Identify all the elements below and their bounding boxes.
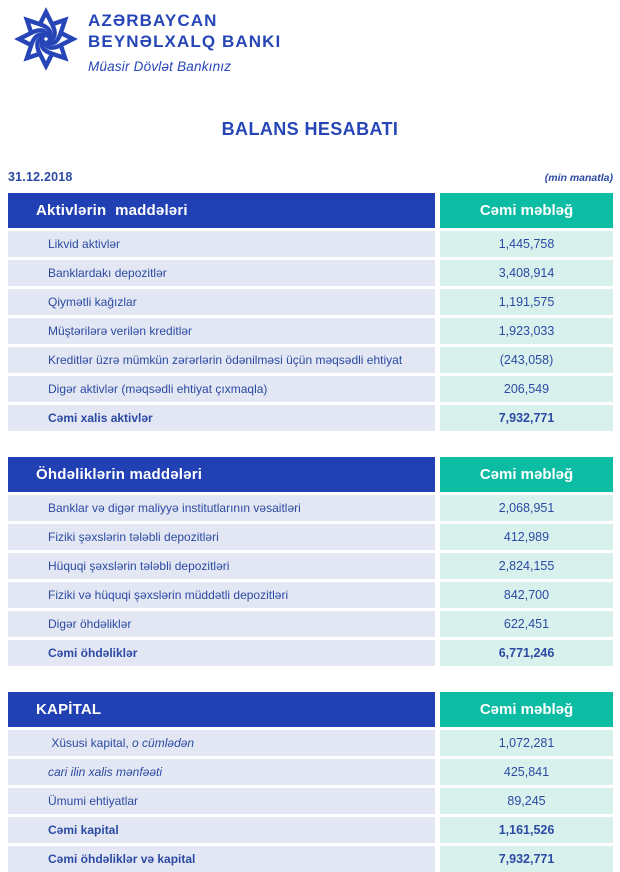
row-value-cell: 89,245 — [440, 788, 613, 814]
table-row — [8, 846, 613, 872]
row-label: Cəmi öhdəliklər və kapital — [48, 852, 196, 866]
row-label: Likvid aktivlər — [48, 237, 121, 251]
bank-tagline: Müasir Dövlət Bankınız — [88, 59, 232, 74]
tables-container — [8, 193, 613, 872]
table-row — [8, 730, 613, 756]
table-section — [8, 457, 613, 666]
table-row — [8, 347, 613, 373]
table-row — [8, 582, 613, 608]
brand-text — [88, 6, 281, 74]
page-title: BALANS HESABATI — [221, 119, 399, 139]
table-row — [8, 640, 613, 666]
table-header-row — [8, 193, 613, 228]
bank-knot-star-icon — [14, 6, 78, 70]
row-value-cell: 412,989 — [440, 524, 613, 550]
report-date: 31.12.2018 — [8, 170, 73, 184]
row-label: Digər aktivlər (məqsədli ehtiyat çıxmaqla) — [48, 382, 268, 396]
row-value-cell: 7,932,771 — [440, 405, 613, 431]
table-row — [8, 759, 613, 785]
row-label-cell — [8, 289, 435, 315]
row-label-cell — [8, 759, 435, 785]
bank-name-line2: BEYNƏLXALQ BANKI — [88, 32, 282, 51]
row-label: Hüquqi şəxslərin tələbli depozitləri — [48, 559, 230, 573]
table-row — [8, 289, 613, 315]
row-value-cell: 6,771,246 — [440, 640, 613, 666]
row-label-cell — [8, 318, 435, 344]
row-label: Qiymətli kağızlar — [48, 295, 137, 309]
row-value-cell: 2,068,951 — [440, 495, 613, 521]
row-label-cell — [8, 405, 435, 431]
row-label-cell — [8, 260, 435, 286]
currency-unit-note: (min manatla) — [544, 172, 613, 184]
row-label: Fiziki və hüquqi şəxslərin müddətli depozitləri — [48, 588, 289, 602]
row-value-cell: 622,451 — [440, 611, 613, 637]
table-title-cell: KAPİTAL — [8, 692, 435, 727]
row-label-cell — [8, 553, 435, 579]
table-row — [8, 318, 613, 344]
row-value-cell: 1,161,526 — [440, 817, 613, 843]
row-label-cell — [8, 582, 435, 608]
table-section — [8, 193, 613, 431]
row-label: Banklar və digər maliyyə institutlarının vəsaitləri — [48, 501, 301, 515]
table-title-cell: Aktivlərin maddələri — [8, 193, 435, 228]
table-row — [8, 788, 613, 814]
amount-column-header-cell: Cəmi məbləğ — [440, 457, 613, 492]
row-label-cell — [8, 846, 435, 872]
table-row — [8, 524, 613, 550]
row-value-cell: 1,072,281 — [440, 730, 613, 756]
brand-header — [14, 6, 281, 74]
row-label-cell — [8, 817, 435, 843]
row-label: Digər öhdəliklər — [48, 617, 132, 631]
row-label: Ümumi ehtiyatlar — [48, 794, 139, 808]
row-label: Banklardakı depozitlər — [48, 266, 167, 280]
row-value-cell: 842,700 — [440, 582, 613, 608]
row-label-cell — [8, 524, 435, 550]
row-value-cell: 1,445,758 — [440, 231, 613, 257]
row-value-cell: 2,824,155 — [440, 553, 613, 579]
row-label: Müştərilərə verilən kreditlər — [48, 324, 193, 338]
table-row — [8, 611, 613, 637]
row-value-cell: 425,841 — [440, 759, 613, 785]
meta-line — [8, 170, 613, 184]
row-value-cell: 7,932,771 — [440, 846, 613, 872]
row-value-cell: 3,408,914 — [440, 260, 613, 286]
table-row — [8, 376, 613, 402]
table-row — [8, 495, 613, 521]
row-label: Cəmi kapital — [48, 823, 119, 837]
row-label-cell — [8, 611, 435, 637]
row-value-cell: (243,058) — [440, 347, 613, 373]
row-label-cell — [8, 231, 435, 257]
table-row — [8, 231, 613, 257]
row-label-italic-part: o cümlədən — [128, 736, 195, 750]
row-label: Kreditlər üzrə mümkün zərərlərin ödənilməsi üçün məqsədli ehtiyat — [48, 353, 403, 367]
bank-name-line1: AZƏRBAYCAN — [88, 11, 218, 30]
row-label-cell — [8, 495, 435, 521]
row-label-cell — [8, 730, 435, 756]
row-label-cell — [8, 376, 435, 402]
row-value-cell: 1,191,575 — [440, 289, 613, 315]
table-row — [8, 553, 613, 579]
table-row — [8, 405, 613, 431]
row-label: cari ilin xalis mənfəəti — [48, 765, 163, 779]
row-value-cell: 206,549 — [440, 376, 613, 402]
row-label-cell — [8, 640, 435, 666]
table-section — [8, 692, 613, 872]
table-row — [8, 260, 613, 286]
row-label: Cəmi öhdəliklər — [48, 646, 138, 660]
row-value-cell: 1,923,033 — [440, 318, 613, 344]
row-label: Cəmi xalis aktivlər — [48, 411, 153, 425]
table-row — [8, 817, 613, 843]
table-header-row — [8, 692, 613, 727]
row-label: Fiziki şəxslərin tələbli depozitləri — [48, 530, 219, 544]
amount-column-header-cell: Cəmi məbləğ — [440, 193, 613, 228]
row-label-cell — [8, 788, 435, 814]
row-label-cell — [8, 347, 435, 373]
table-header-row — [8, 457, 613, 492]
row-label: Xüsusi kapital, — [48, 736, 129, 750]
amount-column-header-cell: Cəmi məbləğ — [440, 692, 613, 727]
table-title-cell: Öhdəliklərin maddələri — [8, 457, 435, 492]
